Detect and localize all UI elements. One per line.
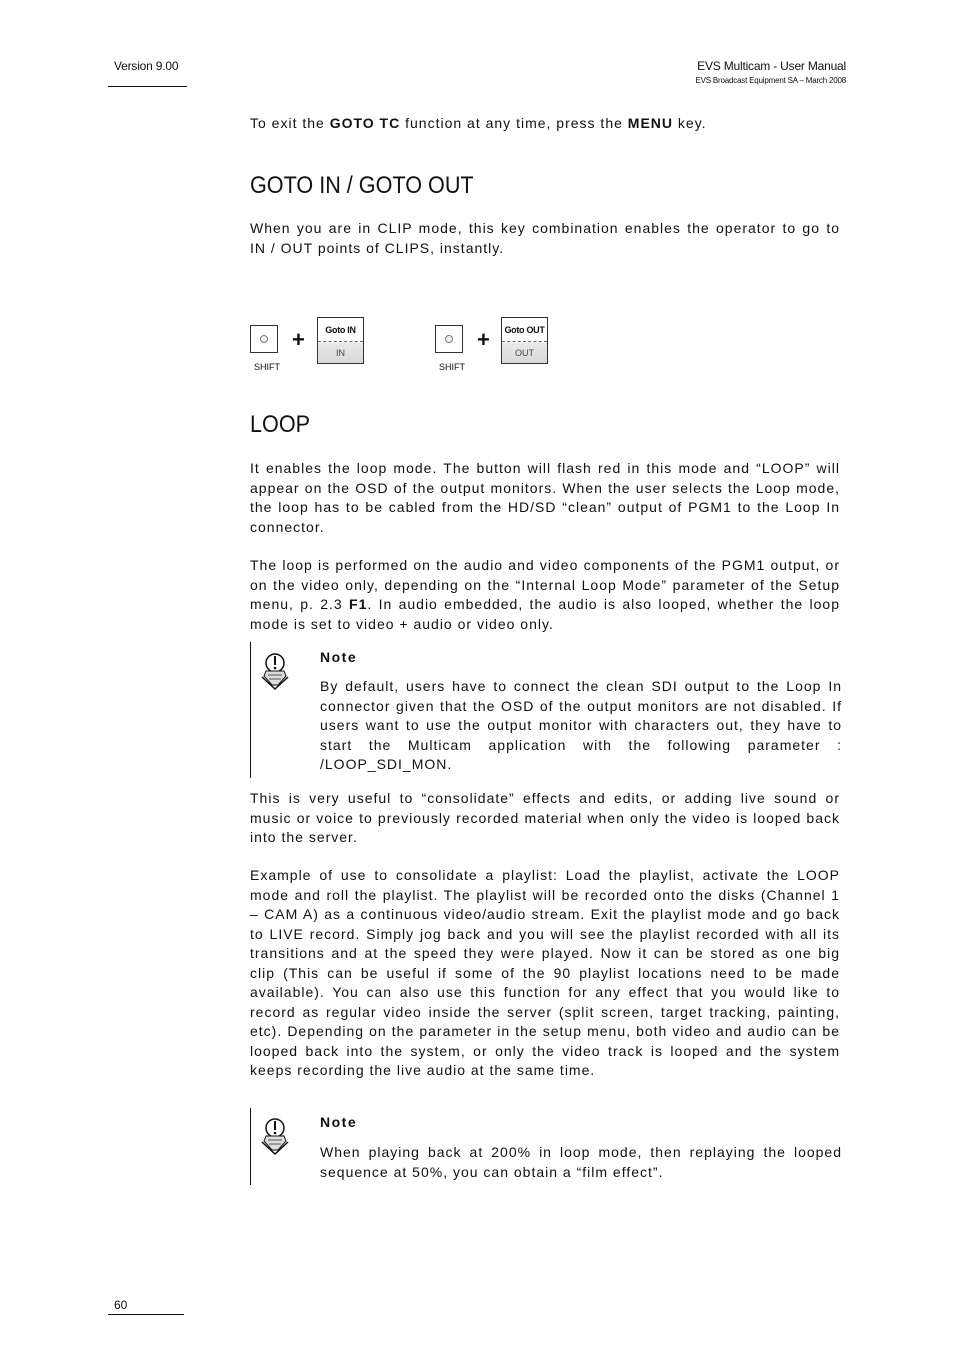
shift-key-label: SHIFT — [254, 362, 280, 372]
header-version: Version 9.00 — [114, 59, 179, 73]
exit-goto-tc-text: To exit the GOTO TC function at any time, press the MENU key. — [250, 115, 707, 131]
loop-paragraph-4: Example of use to consolidate a playlist: Load the playlist, activate the LOOP mode and roll the playlist. The playlist will be recorded onto the disks (Channel 1 – CAM A) as a continuous video/audio stream. Exit the playlist mode and go back to LIVE record. Simply jog back and you will see the playlist recorded with all its transitions and at the speed they were played. Now it can be stored as one big clip (This can be useful if some of the 90 playlist locations need to be made available). You can also use this function for any effect that you would like to record as regular video inside the server (split screen, target tracking, painting, etc). Depending on the parameter in the setup menu, both video and audio can be looped back into the system, or only the video track is looped and the system keeps recording the live audio at the same time. — [250, 867, 840, 1078]
shift-key-icon — [250, 325, 278, 353]
note-lightbulb-icon — [258, 651, 294, 691]
note-text: By default, users have to connect the clean SDI output to the Loop In connector given that the OSD of the output monitors are not disabled. If users want to use the output monitor with characters out, they have to start the Multicam application with the following parameter : /LOOP_SDI_MON. — [320, 678, 842, 772]
goto-in-out-paragraph: When you are in CLIP mode, this key combination enables the operator to go to IN / OUT points of CLIPS, instantly. — [250, 220, 840, 256]
shift-key-label: SHIFT — [439, 362, 465, 372]
header-rule — [108, 86, 187, 87]
goto-in-key-bottom-label: IN — [318, 343, 363, 363]
goto-in-key-top-label: Goto IN — [318, 318, 363, 342]
note-bar — [250, 642, 251, 778]
section-title-goto-in-out: GOTO IN / GOTO OUT — [250, 172, 474, 199]
shift-key-icon — [435, 325, 463, 353]
footer-rule — [108, 1314, 184, 1315]
note-title: Note — [320, 649, 358, 665]
section-title-loop: LOOP — [250, 411, 311, 438]
page-number: 60 — [114, 1298, 128, 1312]
note-title: Note — [320, 1114, 358, 1130]
goto-in-key-icon — [317, 317, 364, 364]
header-subtitle: EVS Broadcast Equipment SA – March 2008 — [695, 76, 846, 85]
note-bar — [250, 1108, 251, 1185]
key-led — [445, 335, 453, 343]
goto-out-key-icon — [501, 317, 548, 364]
header-title: EVS Multicam - User Manual — [697, 59, 846, 73]
loop-paragraph-1: It enables the loop mode. The button will flash red in this mode and “LOOP” will appear on the OSD of the output monitors. When the user selects the Loop mode, the loop has to be cabled from the HD/SD “clean” output of PGM1 to the Loop In connector. — [250, 460, 840, 535]
plus-sign: + — [292, 327, 305, 352]
loop-paragraph-3: This is very useful to “consolidate” effects and edits, or adding live sound or music or voice to previously recorded material when only the video is looped back into the server. — [250, 790, 840, 845]
key-led — [260, 335, 268, 343]
goto-out-key-top-label: Goto OUT — [502, 318, 547, 342]
note-text: When playing back at 200% in loop mode, then replaying the looped sequence at 50%, you can obtain a “film effect”. — [320, 1144, 842, 1180]
loop-paragraph-2: The loop is performed on the audio and video components of the PGM1 output, or on the video only, depending on the “Internal Loop Mode” parameter of the Setup menu, p. 2.3 F1. In audio embedded, the audio is also looped, whether the loop mode is set to video + audio or video only. — [250, 557, 841, 632]
plus-sign: + — [477, 327, 490, 352]
note-lightbulb-icon — [258, 1116, 294, 1156]
goto-out-key-bottom-label: OUT — [502, 343, 547, 363]
